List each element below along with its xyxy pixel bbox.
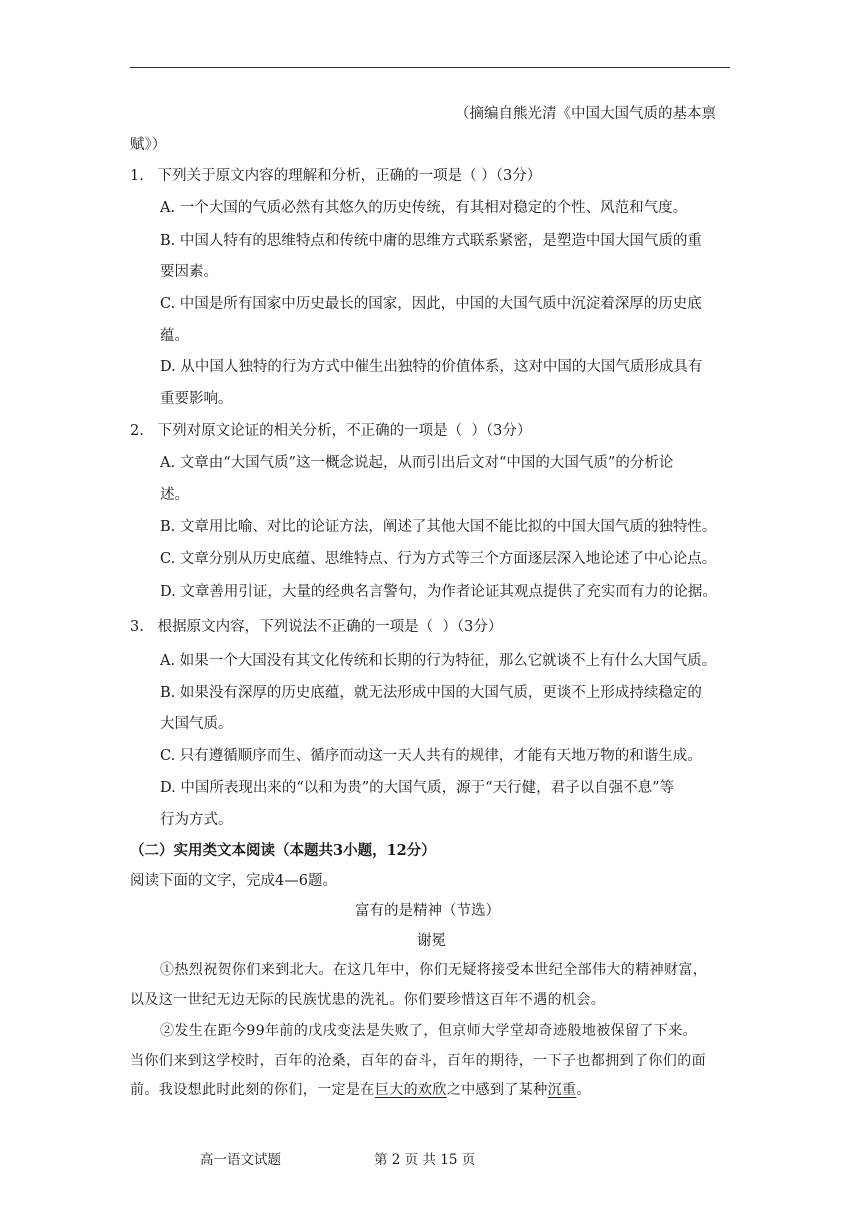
passage-text: 前。我设想此时此刻的你们，一定是在 xyxy=(130,1082,375,1098)
passage-p2-line-3 xyxy=(130,1080,591,1100)
question-3-option-d: D. 中国所表现出来的“以和为贵”的大国气质，源于“天行健，君子以自强不息”等 xyxy=(160,780,674,796)
question-3-option-c: C. 只有遵循顺序而生、循序而动这一天人共有的规律，才能有天地万物的和谐生成。 xyxy=(160,748,702,764)
section-heading: （二）实用类文本阅读（本题共3小题，12分） xyxy=(130,842,436,859)
question-2-option-d: D. 文章善用引证，大量的经典名言警句，为作者论证其观点提供了充实而有力的论据。 xyxy=(160,584,717,600)
question-1-option-b-cont: 要因素。 xyxy=(160,264,218,280)
passage-p1-line-2: 以及这一世纪无边无际的民族忧患的洗礼。你们要珍惜这百年不遇的机会。 xyxy=(130,992,606,1008)
passage-text: 。 xyxy=(576,1082,591,1098)
question-1-option-d: D. 从中国人独特的行为方式中催生出独特的价值体系，这对中国的大国气质形成具有 xyxy=(160,359,703,375)
section-instruction: 阅读下面的文字，完成4—6题。 xyxy=(130,873,337,889)
header-rule xyxy=(130,67,730,68)
question-2-option-b: B. 文章用比喻、对比的论证方法，阐述了其他大国不能比拟的中国大国气质的独特性。 xyxy=(160,519,717,535)
question-2-option-a-cont: 述。 xyxy=(160,487,189,503)
question-3-option-a: A. 如果一个大国没有其文化传统和长期的行为特征，那么它就谈不上有什么大国气质。 xyxy=(160,653,717,669)
question-3-stem: 3. 根据原文内容，下列说法不正确的一项是（ ）（3分） xyxy=(130,619,503,635)
footer-subject: 高一语文试题 xyxy=(200,1152,281,1168)
passage-text: 之中感到了某种 xyxy=(446,1082,548,1098)
passage-author: 谢冕 xyxy=(417,933,446,949)
question-2-option-a: A. 文章由“大国气质”这一概念说起，从而引出后文对“中国的大国气质”的分析论 xyxy=(160,455,674,471)
source-line-1: （摘编自熊光清《中国大国气质的基本禀 xyxy=(455,106,716,122)
question-3-option-d-cont: 行为方式。 xyxy=(160,812,233,828)
question-1-option-a: A. 一个大国的气质必然有其悠久的历史传统，有其相对稳定的个性、风范和气度。 xyxy=(160,200,688,216)
passage-title: 富有的是精神（节选） xyxy=(355,903,500,919)
underlined-phrase-joy: 巨大的欢欣 xyxy=(374,1082,447,1098)
question-2-stem: 2. 下列对原文论证的相关分析，不正确的一项是（ ）（3分） xyxy=(130,423,532,439)
passage-p2-line-1: ②发生在距今99年前的戊戌变法是失败了，但京师大学堂却奇迹般地被保留了下来。 xyxy=(160,1023,698,1039)
question-1-option-b: B. 中国人特有的思维特点和传统中庸的思维方式联系紧密，是塑造中国大国气质的重 xyxy=(160,233,702,249)
question-3-option-b-cont: 大国气质。 xyxy=(160,716,233,732)
passage-p1-line-1: ①热烈祝贺你们来到北大。在这几年中，你们无疑将接受本世纪全部伟大的精神财富， xyxy=(160,962,708,978)
question-2-option-c: C. 文章分别从历史底蕴、思维特点、行为方式等三个方面逐层深入地论述了中心论点。 xyxy=(160,551,717,567)
question-1-option-c: C. 中国是所有国家中历史最长的国家，因此，中国的大国气质中沉淀着深厚的历史底 xyxy=(160,296,702,312)
underlined-phrase-heaviness: 沉重 xyxy=(547,1082,577,1098)
question-1-option-c-cont: 蕴。 xyxy=(160,328,189,344)
question-3-option-b: B. 如果没有深厚的历史底蕴，就无法形成中国的大国气质，更谈不上形成持续稳定的 xyxy=(160,685,702,701)
question-1-option-d-cont: 重要影响。 xyxy=(160,391,233,407)
question-1-stem: 1. 下列关于原文内容的理解和分析，正确的一项是（ ）（3分） xyxy=(130,168,542,184)
footer-page-number: 第 2 页 共 15 页 xyxy=(374,1152,476,1168)
source-line-2: 赋》） xyxy=(130,137,167,153)
passage-p2-line-2: 当你们来到这学校时，百年的沧桑，百年的奋斗，百年的期待，一下子也都拥到了你们的面 xyxy=(130,1053,706,1069)
